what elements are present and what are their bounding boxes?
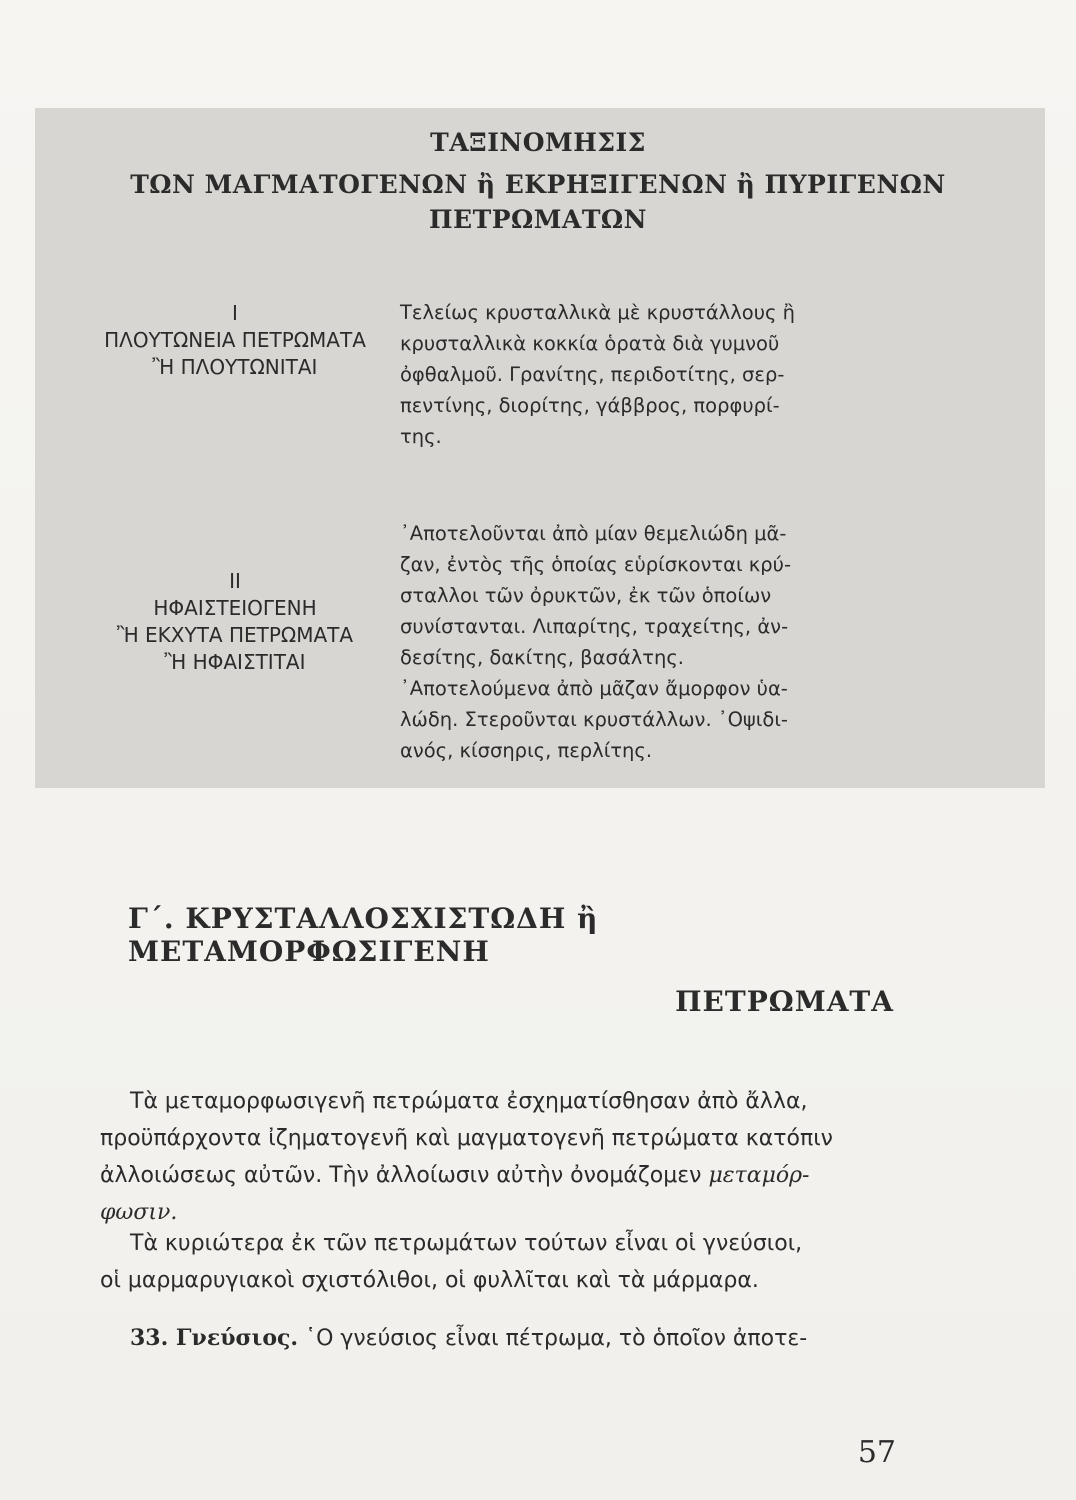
group-2-name: ΗΦΑΙΣΤΕΙΟΓΕΝΗ (153, 596, 317, 620)
entry-title: 33. Γνεύσιος. (130, 1325, 299, 1351)
group-2-desc-line: σταλλοι τῶν ὀρυκτῶν, ἐκ τῶν ὁποίων (400, 584, 772, 607)
group-2-desc-line: ανός, κίσσηρις, περλίτης. (400, 739, 653, 762)
italic-term-continued: φωσιν. (100, 1200, 178, 1225)
group-2-numeral: II (229, 569, 241, 593)
italic-term: μεταμόρ- (708, 1163, 810, 1188)
table-subtitle-2: ΠΕΤΡΩΜΑΤΩΝ (428, 205, 648, 234)
group-1-name: ΠΛΟΥΤΩΝΕΙΑ ΠΕΤΡΩΜΑΤΑ (104, 328, 366, 352)
group-1-label (90, 300, 380, 381)
group-2-desc-line: ζαν, ἐντὸς τῆς ὁποίας εὑρίσκονται κρύ- (400, 553, 791, 576)
table-subtitle: ΤΩΝ ΜΑΓΜΑΤΟΓΕΝΩΝ ἢ ΕΚΡΗΞΙΓΕΝΩΝ ἢ ΠΥΡΙΓΕΝΩΝ (130, 170, 946, 199)
group-1-name-alt: Ἢ ΠΛΟΥΤΩΝΙΤΑΙ (152, 355, 318, 379)
paragraph-3 (100, 1320, 900, 1357)
page-number: 57 (857, 1435, 896, 1470)
section-heading-continued: ΠΕΤΡΩΜΑΤΑ (675, 985, 894, 1018)
paragraph-3-text: ῾Ο γνεύσιος εἶναι πέτρωμα, τὸ ὁποῖον ἀποτε- (305, 1326, 808, 1351)
group-2-desc-line: δεσίτης, δακίτης, βασάλτης. (400, 646, 684, 669)
group-2-desc-line: ᾿Αποτελοῦνται ἀπὸ μίαν θεμελιώδη μᾶ- (400, 522, 787, 545)
group-2-desc-line: λώδη. Στεροῦνται κρυστάλλων. ᾿Οψιδι- (400, 708, 788, 731)
group-2-name-alt-2: Ἢ ΗΦΑΙΣΤΙΤΑΙ (164, 650, 306, 674)
group-2-description (400, 518, 880, 766)
group-2-label (90, 568, 380, 676)
group-1-desc-line: Τελείως κρυσταλλικὰ μὲ κρυστάλλους ἢ (400, 301, 795, 324)
group-1-desc-line: της. (400, 425, 442, 448)
group-1-desc-line: ὀφθαλμοῦ. Γρανίτης, περιδοτίτης, σερ- (400, 363, 785, 386)
paragraph-1-line: Τὰ μεταμορφωσιγενῆ πετρώματα ἐσχηματίσθησαν ἀπὸ ἄλλα, (130, 1089, 808, 1114)
group-2-name-alt: Ἢ ΕΚΧΥΤΑ ΠΕΤΡΩΜΑΤΑ (116, 623, 354, 647)
paragraph-1-line: ἀλλοιώσεως αὐτῶν. Τὴν ἀλλοίωσιν αὐτὴν ὀνομάζομεν (100, 1163, 702, 1188)
paragraph-2-line: Τὰ κυριώτερα ἐκ τῶν πετρωμάτων τούτων εἶναι οἱ γνεύσιοι, (130, 1231, 803, 1256)
table-title: ΤΑΞΙΝΟΜΗΣΙΣ (430, 128, 646, 157)
paragraph-1-line: προϋπάρχοντα ἰζηματογενῆ καὶ μαγματογενῆ πετρώματα κατόπιν (100, 1126, 833, 1151)
group-1-description (400, 297, 880, 452)
paragraph-2 (100, 1225, 900, 1299)
paragraph-1 (100, 1083, 900, 1231)
group-2-desc-line: ᾿Αποτελούμενα ἀπὸ μᾶζαν ἄμορφον ὑα- (400, 677, 788, 700)
paragraph-2-line: οἱ μαρμαρυγιακοὶ σχιστόλιθοι, οἱ φυλλῖται καὶ τὰ μάρμαρα. (100, 1268, 759, 1293)
group-1-numeral: I (232, 301, 238, 325)
group-1-desc-line: κρυσταλλικὰ κοκκία ὁρατὰ διὰ γυμνοῦ (400, 332, 780, 355)
group-2-desc-line: συνίστανται. Λιπαρίτης, τραχείτης, ἀν- (400, 615, 789, 638)
group-1-desc-line: πεντίνης, διορίτης, γάββρος, πορφυρί- (400, 394, 780, 417)
section-heading: Γ΄. ΚΡΥΣΤΑΛΛΟΣΧΙΣΤΩΔΗ ἢ ΜΕΤΑΜΟΡΦΩΣΙΓΕΝΗ (128, 902, 599, 968)
